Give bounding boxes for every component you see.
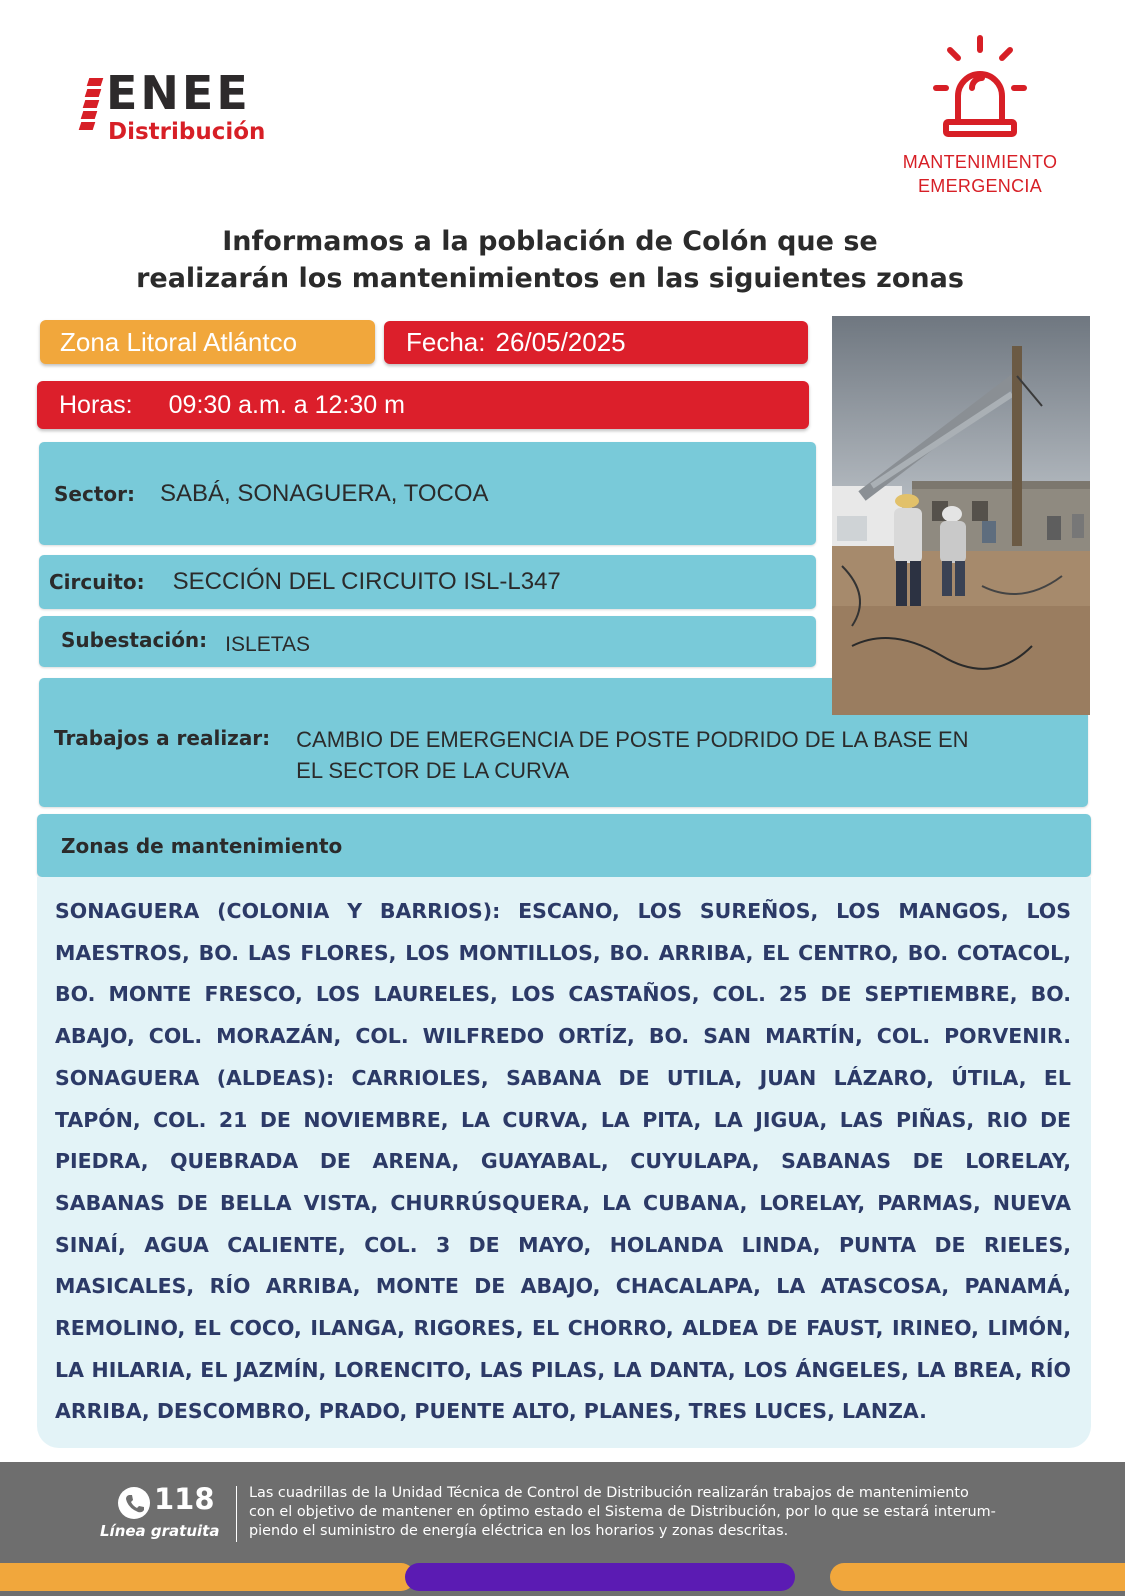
alarm-light-icon	[930, 30, 1030, 140]
title-line-1: Informamos a la población de Colón que se	[222, 226, 878, 257]
footer-line-2: con el objetivo de mantener en óptimo estado el Sistema de Distribución, por lo que se estará interum-	[249, 1504, 996, 1520]
logo-mark-icon	[82, 78, 104, 138]
substation-value: ISLETAS	[225, 632, 310, 656]
footer-notice	[249, 1484, 1079, 1541]
substation-row	[39, 616, 816, 667]
date-label: Fecha:	[406, 327, 486, 357]
sector-value: SABÁ, SONAGUERA, TOCOA	[160, 479, 489, 507]
hours-value: 09:30 a.m. a 12:30 m	[168, 390, 405, 419]
zones-list: SONAGUERA (COLONIA Y BARRIOS): ESCANO, LOS SUREÑOS, LOS MANGOS, LOS MAESTROS, BO. LAS FLORES, LOS MONTILLOS, BO. ARRIBA, EL CENTRO, BO. COTACOL, BO. MONTE FRESCO, LOS LAURELES, LOS CASTAÑOS, COL. 25 DE SEPTIEMBRE, BO. ABAJO, COL. MORAZÁN, COL. WILFREDO ORTÍZ, BO. SAN MARTÍN, COL. PORVENIR. SONAGUERA (ALDEAS): CARRIOLES, SABANA DE UTILA, JUAN LÁZARO, ÚTILA, EL TAPÓN, COL. 21 DE NOVIEMBRE, LA CURVA, LA PITA, LA JIGUA, LAS PIÑAS, RIO DE PIEDRA, QUEBRADA DE ARENA, GUAYABAL, CUYULAPA, SABANAS DE LORELAY, SABANAS DE BELLA VISTA, CHURRÚSQUERA, LA CUBANA, LORELAY, PARMAS, NUEVA SINAÍ, AGUA CALIENTE, COL. 3 DE MAYO, HOLANDA LINDA, PUNTA DE RIELES, MASICALES, RÍO ARRIBA, MONTE DE ABAJO, CHACALAPA, LA ATASCOSA, PANAMÁ, REMOLINO, EL COCO, ILANGA, RIGORES, EL CHORRO, ALDEA DE FAUST, IRINEO, LIMÓN, LA HILARIA, EL JAZMÍN, LORENCITO, LAS PILAS, LA DANTA, LOS ÁNGELES, LA BREA, RÍO ARRIBA, DESCOMBRO, PRADO, PUENTE ALTO, PLANES, TRES LUCES, LANZA.	[55, 899, 1071, 1424]
footer-stripe-orange-right	[830, 1563, 1125, 1591]
footer-stripe-orange	[0, 1563, 415, 1591]
footer-line-1: Las cuadrillas de la Unidad Técnica de Control de Distribución realizarán trabajos de mantenimiento	[249, 1485, 969, 1501]
zones-body	[37, 877, 1091, 1448]
badge-label	[880, 150, 1080, 198]
zone-label: Zona Litoral Atlántco	[60, 326, 298, 357]
hotline-label: Línea gratuita	[100, 1522, 220, 1540]
title-line-2: realizarán los mantenimientos en las siguientes zonas	[136, 263, 964, 294]
footer-stripe-purple	[405, 1563, 795, 1591]
date-value: 26/05/2025	[495, 327, 626, 357]
sector-label: Sector:	[54, 481, 135, 506]
logo-brand: ENEE	[106, 66, 251, 120]
page-title	[60, 223, 1040, 297]
zone-badge	[40, 320, 375, 364]
phone-icon	[118, 1487, 150, 1519]
hours-label: Horas:	[59, 390, 133, 419]
footer-divider	[236, 1486, 237, 1542]
logo-subtitle: Distribución	[108, 119, 266, 145]
footer-line-3: piendo el suministro de energía eléctrica en los horarios y zonas descritas.	[249, 1523, 789, 1539]
zones-header: Zonas de mantenimiento	[37, 814, 1091, 877]
date-badge	[384, 321, 808, 364]
hours-badge	[37, 381, 809, 429]
field-work-photo	[832, 316, 1090, 715]
work-label: Trabajos a realizar:	[54, 726, 271, 750]
enee-logo	[80, 66, 320, 152]
work-value: CAMBIO DE EMERGENCIA DE POSTE PODRIDO DE LA BASE EN EL SECTOR DE LA CURVA	[296, 727, 969, 783]
sector-row	[39, 442, 816, 545]
maintenance-badge	[880, 30, 1080, 200]
substation-label: Subestación:	[61, 627, 208, 652]
badge-line-2: EMERGENCIA	[917, 176, 1043, 196]
hotline	[118, 1484, 228, 1524]
circuit-value: SECCIÓN DEL CIRCUITO ISL-L347	[172, 568, 561, 595]
badge-line-1: MANTENIMIENTO	[902, 152, 1058, 172]
circuit-label: Circuito:	[49, 570, 145, 594]
circuit-row	[39, 555, 816, 609]
hotline-number: 118	[154, 1482, 215, 1516]
